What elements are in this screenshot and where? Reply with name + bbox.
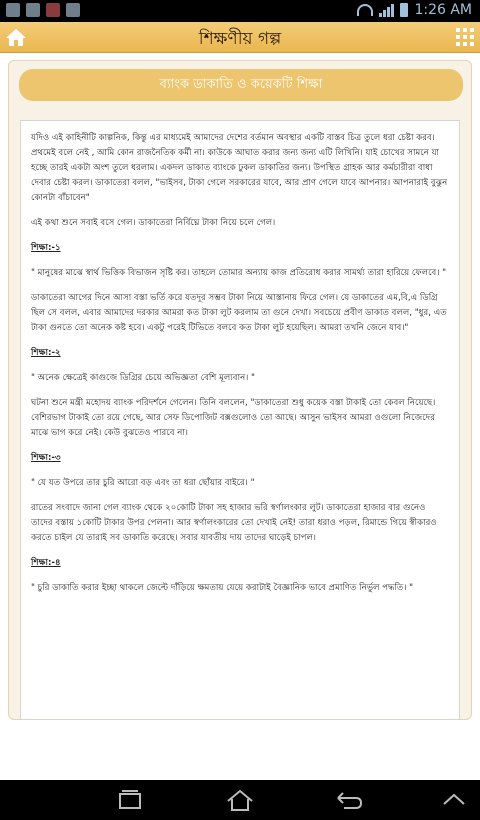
page-title: শিক্ষণীয় গল্প bbox=[198, 29, 282, 49]
notification-icons bbox=[6, 3, 80, 17]
back-icon[interactable] bbox=[330, 786, 366, 814]
signal-icon bbox=[379, 3, 394, 17]
wifi-icon bbox=[357, 4, 373, 16]
lesson-quote: " মানুষের মাঝে স্বার্থ ভিত্তিক বিভাজন সৃষ্টি কর। তাহলে তোমার অন্যায় কাজ প্রতিরোধ করার সামর্থ্য তারা হারিয়ে ফেলবে। " bbox=[31, 268, 447, 278]
image-notification-icon bbox=[26, 3, 40, 17]
story-paragraph: এই কথা শুনে সবাই বসে গেল। ডাকাতেরা নির্বিঘ্নে টাকা নিয়ে চলে গেল। bbox=[31, 218, 276, 228]
alert-notification-icon bbox=[46, 3, 60, 17]
lesson-quote: " অনেক ক্ষেত্রেই কাগুজে ডিগ্রির চেয়ে অভিজ্ঞতা বেশি মূল্যবান। " bbox=[31, 373, 255, 383]
home-nav-icon[interactable] bbox=[222, 786, 258, 814]
recent-apps-icon[interactable] bbox=[112, 786, 148, 814]
story-intro: যদিও এই কাহিনীটি কাল্পনিক, কিন্তু এর মাধ্যমেই আমাদের দেশের বর্তমান অবস্থার একটি বাস্তব চিত্র তুলে ধরা চেষ্টা করব। প্রথমেই বলে নেই , আমি কোন রাজনৈতিক কর্মী না। কাউকে আঘাত করার জন্য জন্য এটি লিখিনি। যাই চোখের সামনে যা হচ্ছে তারই একটা অংশ তুলে ধরলাম। একদল ডাকাত ব্যাংকে ঢুকল ডাকাতির জন্য। উপস্থিত গ্রাহক আর কর্মচারীরা বাধা দেবার চেষ্টা করল। ডাকাতেরা বলল, "ভাইসব, টাকা গেলে সরকারের যাবে, আর প্রাণ গেলে যাবে আপনার। আপনারাই বুঝুন কোনটা বাঁচাবেন" bbox=[31, 133, 448, 203]
battery-icon bbox=[400, 3, 408, 17]
story-paragraph: ঘটনা শুনে মন্ত্রী মহোদয় ব্যাংক পরিদর্শনে গেলেন। তিনি বললেন, "ডাকাতেরা শুধু কয়েক বস্তা টাকাই তো কেবল নিয়েছে। বেশিরভাগ টাকাই তো রয়ে গেছে, আর সেফ ডিপোজিট বক্সগুলোও তো আছে। আসুন ভাইসব আমরা ওগুলো নিজেদের মাঝে ভাগ করে নেই। কেউ বুঝতেও পারবে না। bbox=[31, 398, 436, 438]
clock: 1:26 AM bbox=[414, 2, 472, 18]
lesson-heading: শিক্ষা:-১ bbox=[31, 243, 61, 253]
story-paragraph: ডাকাতেরা আগের দিনে আসা বস্তা ভর্তি করে যতদূর সম্ভব টাকা নিয়ে আস্তানায় ফিরে গেল। যে ডাকাতের এম,বি,এ ডিগ্রি ছিল সে বলল, এবার আমাদের দরকার আমরা কত টাকা লুট করলাম তা গুনে দেখা। সবচেয়ে প্রবীণ ডাকাত বলল, "ধুর, এত টাকা গুনতে তো অনেক কষ্ট হবে। একটু পরেই টিভিতে বলবে কত টাকা লুট হয়েছিল। আমরা তখনি জেনে যাব।" bbox=[31, 293, 447, 333]
lesson-heading: শিক্ষা:-৩ bbox=[31, 453, 61, 463]
notification-icon bbox=[6, 3, 20, 17]
app-bar bbox=[0, 22, 480, 53]
story-card bbox=[20, 120, 460, 720]
grid-menu-icon[interactable] bbox=[456, 28, 474, 46]
status-bar bbox=[0, 0, 480, 22]
story-title: ব্যাংক ডাকাতি ও কয়েকটি শিক্ষা bbox=[19, 69, 463, 101]
story-paragraph: রাতের সংবাদে জানা গেল ব্যাংক থেকে ২০কোটি টাকা সহ হাজার ভরি স্বর্ণালংকার লুট। ডাকাতেরা হাজার বার গুনেও তাদের বস্তায় ১কোটি টাকার উপর পেলনা। আর স্বর্ণালংকারের তো দেখাই নেই! তারা ধরাও পড়ল, রিমান্ডে গিয়ে স্বীকারও করতে চাইল যে তারাই সব ডাকাতি করেছে। সবার যাবতীয় দায় তাদের ঘাড়েই চাপল। bbox=[31, 503, 437, 543]
lesson-quote: " চুরি ডাকাতি করার ইচ্ছা থাকলে জেল্টে দাঁড়িয়ে ক্ষমতায় যেয়ে করাটাই বৈজ্ঞানিক ভাবে প্রমাণিত নির্ভুল পদ্ধতি। " bbox=[31, 583, 414, 593]
lesson-heading: শিক্ষা:-৪ bbox=[31, 558, 61, 568]
lesson-heading: শিক্ষা:-২ bbox=[31, 348, 61, 358]
usb-icon bbox=[66, 3, 80, 17]
system-nav-bar bbox=[0, 780, 480, 820]
lesson-quote: " যে যত উপরে তার চুরি আরো বড় এবং তা ধরা ছোঁয়ার বাইরে। " bbox=[31, 478, 255, 488]
chevron-up-icon[interactable] bbox=[436, 786, 472, 814]
